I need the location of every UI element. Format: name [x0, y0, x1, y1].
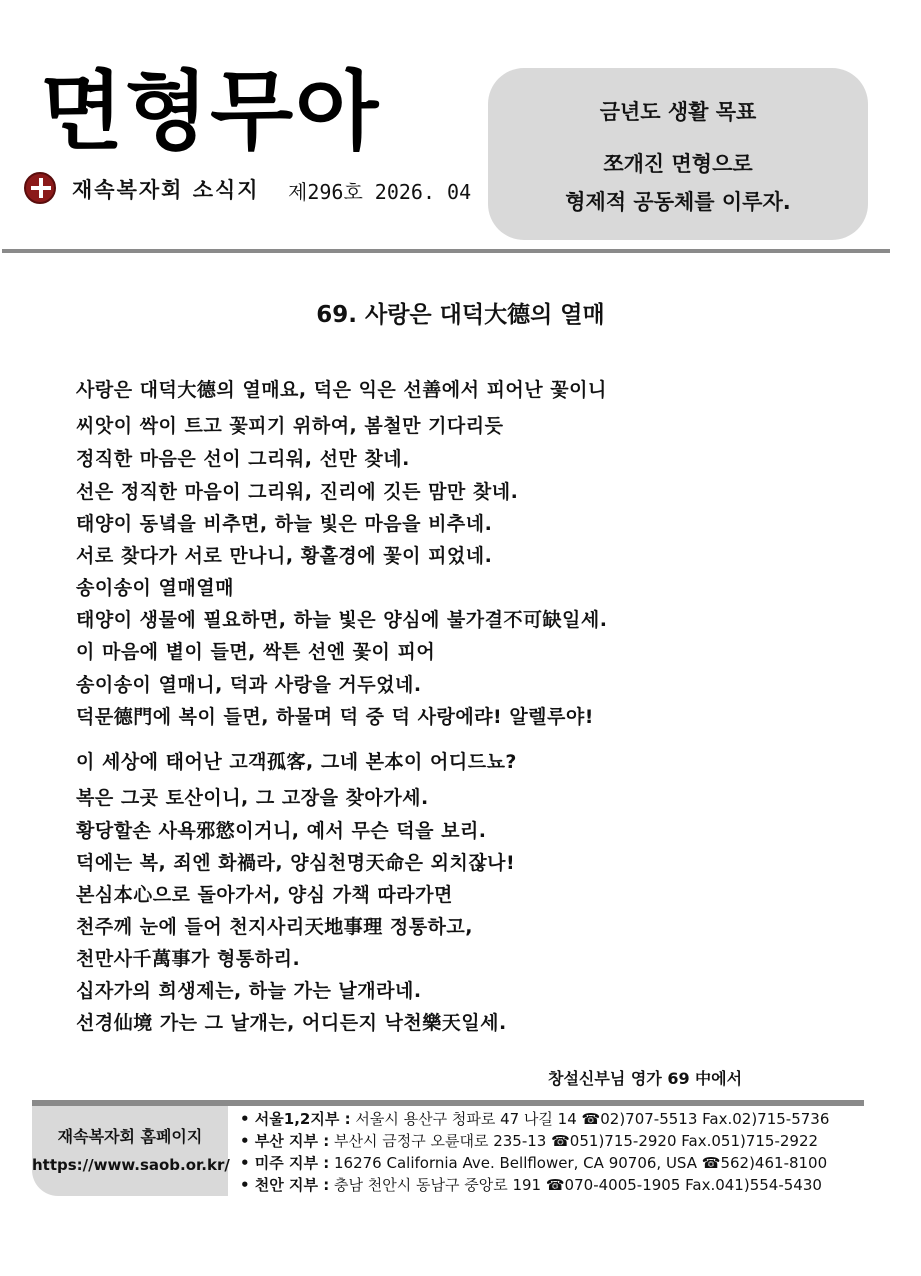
poem-line: 서로 찾다가 서로 만나니, 황홀경에 꽃이 피었네.	[76, 545, 493, 567]
branch-address: 충남 천안시 동남구 중앙로 191	[334, 1176, 542, 1194]
poem-line: 천주께 눈에 들어 천지사리天地事理 정통하고,	[76, 916, 473, 938]
header-divider	[2, 249, 890, 253]
branch-phone: ☎070-4005-1905 Fax.041)554-5430	[545, 1176, 822, 1194]
poem-line: 씨앗이 싹이 트고 꽃피기 위하여, 봄철만 기다리듯	[76, 415, 504, 437]
poem-line: 복은 그곳 토산이니, 그 고장을 찾아가세.	[76, 787, 429, 809]
poem-line: 송이송이 열매열매	[76, 577, 234, 599]
poem-line: 정직한 마음은 선이 그리워, 선만 찾네.	[76, 448, 410, 470]
poem-line: 이 마음에 볕이 들면, 싹튼 선엔 꽃이 피어	[76, 641, 436, 663]
branch-name: • 천안 지부 :	[240, 1176, 330, 1194]
poem-line: 사랑은 대덕大德의 열매요, 덕은 익은 선善에서 피어난 꽃이니	[76, 379, 607, 401]
poem-line: 십자가의 희생제는, 하늘 가는 날개라네.	[76, 980, 422, 1002]
org-logo-icon	[24, 172, 56, 204]
poem-line: 천만사千萬事가 형통하리.	[76, 948, 301, 970]
branch-cheonan	[240, 1174, 822, 1196]
branch-usa	[240, 1152, 827, 1174]
goal-line-1: 쪼개진 면형으로	[603, 152, 753, 176]
poem-line: 이 세상에 태어난 고객孤客, 그네 본本이 어디드뇨?	[76, 751, 517, 773]
poem-line: 덕에는 복, 죄엔 화禍라, 양심천명天命은 외치잖나!	[76, 852, 516, 874]
poem-line: 선은 정직한 마음이 그리워, 진리에 깃든 맘만 찾네.	[76, 481, 519, 503]
branch-phone: ☎562)461-8100	[701, 1154, 828, 1172]
homepage-box	[32, 1106, 228, 1196]
poem-line: 황당할손 사욕邪慾이거니, 예서 무슨 덕을 보리.	[76, 820, 487, 842]
org-name: 재속복자회 소식지	[72, 178, 260, 202]
poem-line: 선경仙境 가는 그 날개는, 어디든지 낙천樂天일세.	[76, 1012, 507, 1034]
homepage-label: 재속복자회 홈페이지	[57, 1127, 203, 1146]
goal-line-2: 형제적 공동체를 이루자.	[565, 190, 791, 214]
annual-goal-box	[488, 68, 868, 240]
branch-phone: ☎051)715-2920 Fax.051)715-2922	[551, 1132, 819, 1150]
homepage-link[interactable]: https://www.saob.or.kr/	[32, 1156, 230, 1174]
branch-phone: ☎02)707-5513 Fax.02)715-5736	[581, 1110, 830, 1128]
poem-line: 송이송이 열매니, 덕과 사랑을 거두었네.	[76, 674, 422, 696]
poem-line: 태양이 생물에 필요하면, 하늘 빛은 양심에 불가결不可缺일세.	[76, 609, 608, 631]
branch-name: • 미주 지부 :	[240, 1154, 330, 1172]
goal-heading: 금년도 생활 목표	[599, 100, 757, 124]
newsletter-title: 면형무아	[40, 61, 381, 162]
poem-line: 태양이 동녘을 비추면, 하늘 빛은 마음을 비추네.	[76, 513, 493, 535]
article-title: 69. 사랑은 대덕大德의 열매	[316, 302, 605, 328]
org-row	[24, 170, 484, 206]
branch-busan	[240, 1130, 818, 1152]
poem-line: 덕문德門에 복이 들면, 하물며 덕 중 덕 사랑에랴! 알렐루야!	[76, 706, 594, 728]
issue-number: 제296호 2026. 04	[288, 180, 472, 204]
branch-seoul	[240, 1108, 829, 1130]
branch-name: • 부산 지부 :	[240, 1132, 330, 1150]
branch-address: 부산시 금정구 오륜대로 235-13	[334, 1132, 547, 1150]
branch-name: • 서울1,2지부 :	[240, 1110, 351, 1128]
branch-address: 16276 California Ave. Bellflower, CA 90706, USA	[334, 1154, 697, 1172]
attribution: 창설신부님 영가 69 中에서	[548, 1069, 743, 1088]
branch-address: 서울시 용산구 청파로 47 나길 14	[355, 1110, 577, 1128]
poem-line: 본심本心으로 돌아가서, 양심 가책 따라가면	[76, 884, 453, 906]
